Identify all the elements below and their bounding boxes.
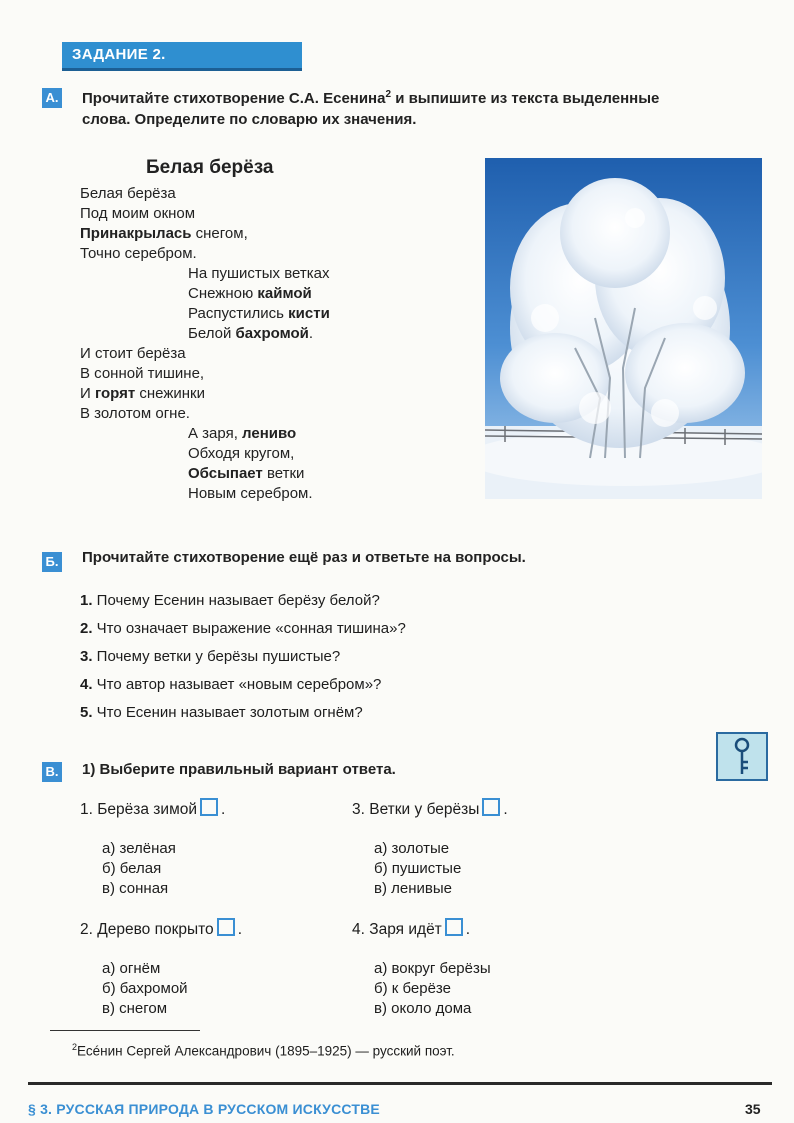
poem-highlighted-word: бахромой [235,325,309,342]
key-icon-box [716,732,768,781]
poem-line [80,184,480,204]
question-item [80,704,363,721]
mc-question-end: . [221,801,226,818]
section-a-instruction [82,84,772,130]
footer-rule [28,1082,772,1085]
question-number: 3. [80,648,93,665]
poem-highlighted-word: лениво [242,425,297,442]
poem-title: Белая берёза [146,157,274,178]
mc-option[interactable]: в) около дома [374,1000,472,1017]
question-item [80,620,406,637]
section-a-marker: А. [42,88,62,108]
mc-question-text: 2. Дерево покрыто [80,921,214,938]
birch-tree-image [485,158,762,499]
poem-line [80,224,480,244]
mc-question-text: 4. Заря идёт [352,921,442,938]
poem-line [80,464,480,484]
poem-line-text: В золотом огне. [80,405,190,422]
mc-question-end: . [237,921,242,938]
poem-line-text: В сонной тишине, [80,365,205,382]
poem-line [80,284,480,304]
poem-line-text: На пушистых ветках [188,265,330,282]
section-a-footnote-ref: 2 [385,89,392,100]
mc-question-stem [80,918,242,939]
poem-line-text: Точно серебром. [80,245,197,262]
poem-line [80,384,480,404]
question-number: 2. [80,620,93,637]
question-item [80,676,381,693]
poem-highlighted-word: горят [94,385,136,402]
poem-line [80,324,480,344]
section-a-instruction-line1: Прочитайте стихотворение С.А. Есенина [82,90,386,107]
footer-section-title: § 3. РУССКАЯ ПРИРОДА В РУССКОМ ИСКУССТВЕ [28,1101,380,1117]
mc-option[interactable]: в) ленивые [374,880,452,897]
section-v-instruction: 1) Выберите правильный вариант ответа. [82,761,396,778]
poem-highlighted-word: кисти [288,305,330,322]
task-header-underline [62,68,302,71]
mc-option[interactable]: б) бахромой [102,980,188,997]
footnote-number: 2 [72,1042,78,1052]
question-item [80,592,380,609]
section-b-instruction: Прочитайте стихотворение ещё раз и ответьте на вопросы. [82,549,526,566]
page-number: 35 [745,1101,761,1117]
poem-line [80,484,480,504]
poem-line [80,204,480,224]
mc-option[interactable]: б) пушистые [374,860,462,877]
poem-line [80,344,480,364]
poem-line-text: ветки [262,465,305,482]
footnote-text: Есéнин Сергей Александрович (1895–1925) — русский поэт. [77,1043,455,1059]
poem-line [80,424,480,444]
question-text: Почему Есенин называет берёзу белой? [92,592,380,609]
poem-highlighted-word: Принакрылась [80,225,192,242]
mc-option[interactable]: в) снегом [102,1000,168,1017]
section-b-marker: Б. [42,552,62,572]
poem-line-text: А заря, [188,425,243,442]
mc-option[interactable]: в) сонная [102,880,169,897]
poem-line [80,304,480,324]
poem-line [80,364,480,384]
question-item [80,648,340,665]
answer-box[interactable] [482,798,500,816]
poem-line-text: Белая берёза [80,185,176,202]
task-header [62,42,302,68]
mc-option[interactable]: а) зелёная [102,840,176,857]
mc-option[interactable]: б) к берёзе [374,980,451,997]
answer-box[interactable] [200,798,218,816]
answer-box[interactable] [445,918,463,936]
question-text: Что означает выражение «сонная тишина»? [92,620,406,637]
mc-question-text: 1. Берёза зимой [80,801,197,818]
section-v-marker: В. [42,762,62,782]
task-title: ЗАДАНИЕ 2. [72,46,166,63]
mc-question-stem [352,918,470,939]
question-text: Что Есенин называет золотым огнём? [92,704,363,721]
mc-option[interactable]: а) золотые [374,840,450,857]
question-text: Что автор называет «новым серебром»? [92,676,382,693]
poem-line [80,444,480,464]
section-a-instruction-line2: слова. Определите по словарю их значения. [82,111,417,128]
poem-text [80,184,480,504]
answer-box[interactable] [217,918,235,936]
poem-line-text: Снежною [188,285,258,302]
poem-line-text: И [80,385,95,402]
mc-option[interactable]: б) белая [102,860,162,877]
poem-line-text: Обходя кругом, [188,445,295,462]
mc-option[interactable]: а) вокруг берёзы [374,960,491,977]
poem-line-text: снежинки [135,385,205,402]
birch-tree-photo [485,158,762,499]
poem-highlighted-word: каймой [257,285,312,302]
poem-line-text: Под моим окном [80,205,196,222]
question-number: 1. [80,592,93,609]
question-number: 5. [80,704,93,721]
question-number: 4. [80,676,93,693]
mc-question-end: . [503,801,508,818]
poem-line [80,264,480,284]
poem-line-text: снегом, [191,225,248,242]
mc-question-end: . [465,921,471,938]
poem-line-text: Распустились [188,305,289,322]
section-a-instruction-line1-end: и выпишите из текста выделенные [391,90,660,107]
mc-option[interactable]: а) огнём [102,960,161,977]
poem-line-text: И стоит берёза [80,345,186,362]
question-text: Почему ветки у берёзы пушистые? [92,648,341,665]
mc-question-stem [352,798,508,819]
poem-line-text: Белой [188,325,236,342]
poem-line-text: . [308,325,314,342]
poem-line-text: Новым серебром. [188,485,313,502]
poem-line [80,404,480,424]
mc-question-text: 3. Ветки у берёзы [352,801,480,818]
footnote [72,1042,455,1059]
poem-line [80,244,480,264]
poem-highlighted-word: Обсыпает [188,465,263,482]
footnote-divider [50,1030,200,1031]
key-icon [718,734,766,779]
mc-question-stem [80,798,225,819]
